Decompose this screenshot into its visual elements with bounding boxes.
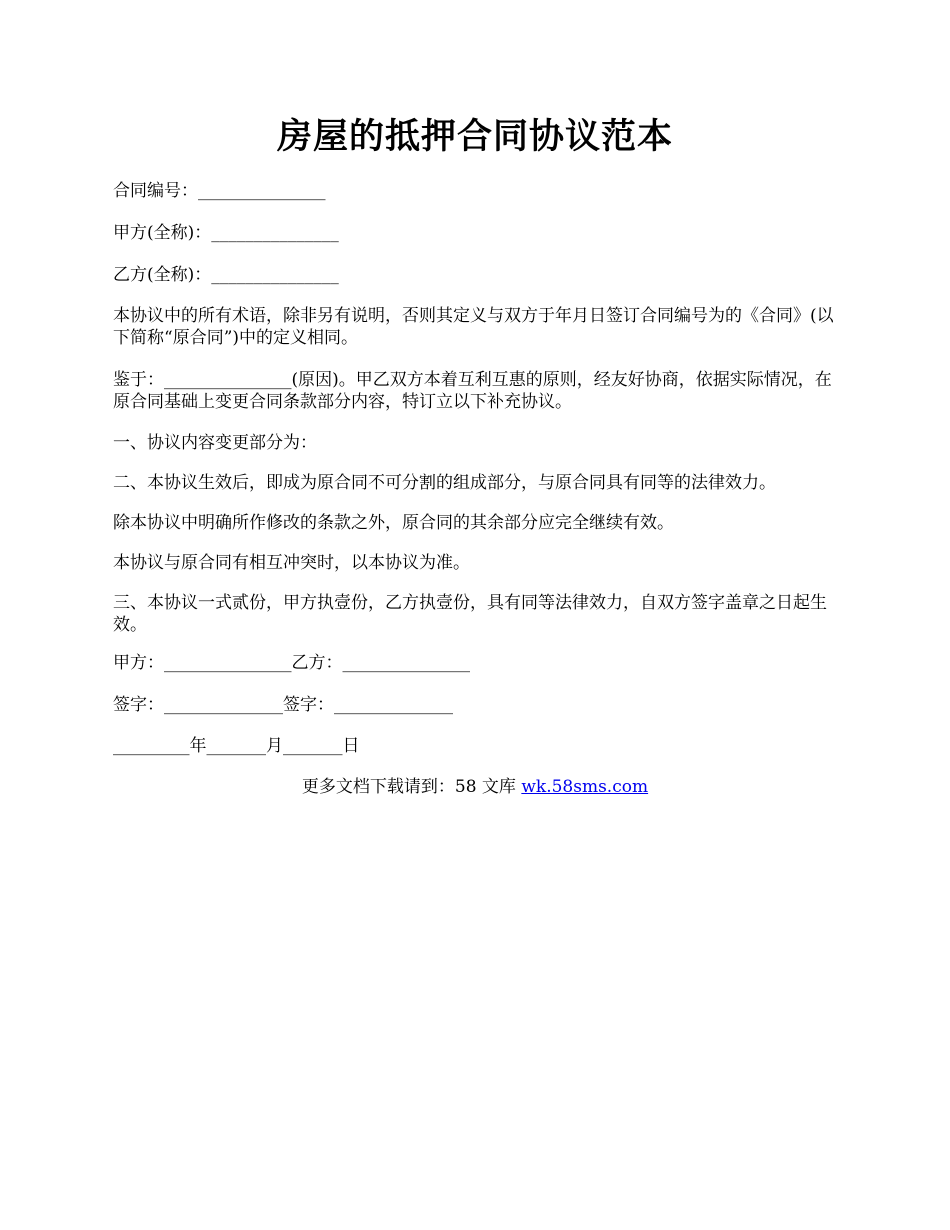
signature-line: 签字：______________签字：______________: [113, 695, 453, 715]
remaining-validity-paragraph: 除本协议中明确所作修改的条款之外，原合同的其余部分应完全继续有效。: [113, 513, 674, 533]
clause-two-paragraph: 二、本协议生效后，即成为原合同不可分割的组成部分，与原合同具有同等的法律效力。: [113, 473, 776, 493]
conflict-precedence-paragraph: 本协议与原合同有相互冲突时，以本协议为准。: [113, 553, 470, 573]
footer-link[interactable]: wk.58sms.com: [521, 777, 649, 797]
footer-text: 更多文档下载请到：58 文库: [301, 777, 522, 797]
clause-one-heading: 一、协议内容变更部分为：: [113, 433, 317, 453]
date-line: _________年_______月_______日: [113, 736, 360, 756]
terms-definition-paragraph: 本协议中的所有术语，除非另有说明，否则其定义与双方于年月日签订合同编号为的《合同》(以下简称“原合同”)中的定义相同。: [113, 306, 834, 348]
party-a-fullname-line: 甲方(全称)：_______________: [113, 223, 339, 243]
party-b-fullname-line: 乙方(全称)：_______________: [113, 265, 339, 285]
download-footer: [0, 776, 950, 798]
contract-number-line: 合同编号：_______________: [113, 181, 326, 201]
party-signature-line: 甲方：_______________乙方：_______________: [113, 653, 470, 673]
whereas-paragraph: 鉴于：_______________(原因)。甲乙双方本着互利互惠的原则，经友好协商，依据实际情况，在原合同基础上变更合同条款部分内容，特订立以下补充协议。: [113, 370, 832, 412]
clause-three-paragraph: 三、本协议一式贰份，甲方执壹份，乙方执壹份，具有同等法律效力，自双方签字盖章之日起生效。: [113, 593, 827, 635]
document-title: 房屋的抵押合同协议范本: [276, 116, 673, 157]
